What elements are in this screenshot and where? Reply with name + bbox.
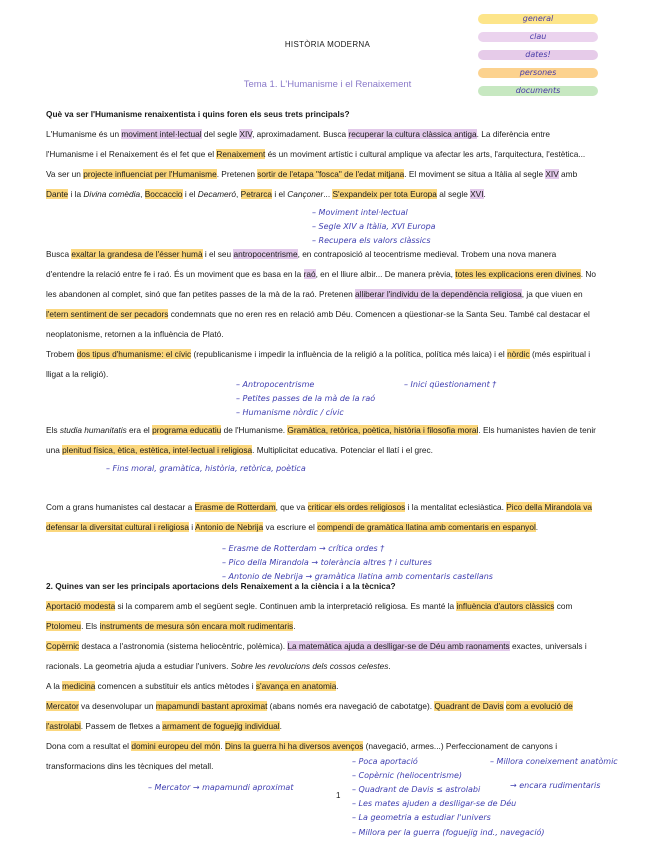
handwritten-note: – Segle XIV a Itàlia, XVI Europa: [312, 222, 436, 231]
handwritten-note: – Millora coneixement anatòmic: [490, 757, 618, 766]
handwritten-note: – Les mates ajuden a deslligar-se de Déu: [352, 799, 517, 808]
handwritten-note: – Antonio de Nebrija → gramàtica llatina amb comentaris castellans: [222, 572, 493, 581]
legend-chip-clau: clau: [478, 32, 598, 42]
section-3: [46, 420, 596, 460]
page-number: 1: [336, 791, 341, 800]
handwritten-note: – Erasme de Rotterdam → crítica ordes †: [222, 544, 385, 553]
legend-chip-general: general: [478, 14, 598, 24]
paragraph-2: Busca exaltar la grandesa de l'ésser humà i el seu antropocentrisme, en contraposició al teocentrisme medieval. Trobem una nova manera d'entendre la relació entre fe i raó. És un moviment que es basa en la raó, en el lliure albir... De manera prèvia, totes les explicacions eren divines. No les abandonen al complet, sinó que fan petites passes de la mà de la raó. Pretenen alliberar l'individu de la dependència religiosa, ja que viuen en l'etern sentiment de ser pecadors condemnats que no eren res en relació amb Déu. Comencen a qüestionar-se la Santa Seu. També cal destacar el neoplatonisme, retornen a la influència de Plató.: [46, 249, 596, 339]
color-legend: [478, 14, 598, 104]
paragraph-3: Trobem dos tipus d'humanisme: el cívic (republicanisme i impedir la influència de la religió a la política, política més laica) i el nòrdic (més espiritual i lligat a la religió).: [46, 349, 591, 379]
paragraph-8: A la medicina comencen a substituir els antics mètodes i s'avança en anatomia.: [46, 681, 339, 691]
document-title: HISTÒRIA MODERNA: [284, 40, 371, 49]
legend-chip-dates: dates!: [478, 50, 598, 60]
handwritten-note: – Humanisme nòrdic / cívic: [236, 408, 344, 417]
handwritten-note: – La geometria a estudiar l'univers: [352, 813, 491, 822]
paragraph-9: Mercator va desenvolupar un mapamundi bastant aproximat (abans només era navegació de cabotatge). Quadrant de Davis com a evolució de l'astrolabi. Passem de fletxes a armament de foguejig individual.: [46, 701, 573, 731]
handwritten-note: – Copèrnic (heliocentrisme): [352, 771, 463, 780]
paragraph-10: Dona com a resultat el domini europeu del món. Dins la guerra hi ha diversos avenços (navegació, armes...) Perfeccionament de canyons i transformacions dins les tècniques del metall.: [46, 741, 558, 771]
legend-chip-documents: documents: [478, 86, 598, 96]
legend-chip-persones: persones: [478, 68, 598, 78]
handwritten-note: – Millora per la guerra (foguejig ind., navegació): [352, 828, 545, 837]
section-4: [46, 497, 596, 537]
question-2: 2. Quines van ser les principals aportacions dels Renaixement a la ciència i a la tècnica?: [46, 581, 396, 591]
handwritten-note: – Inici qüestionament †: [404, 380, 497, 389]
handwritten-note: – Antropocentrisme: [236, 380, 315, 389]
handwritten-note: – Poca aportació: [352, 757, 418, 766]
paragraph-7: Copèrnic destaca a l'astronomia (sistema heliocèntric, polèmica). La matemàtica ajuda a deslligar-se de Déu amb raonaments exactes, universals i racionals. La geometria ajuda a estudiar l'univers. Sobre les revolucions dels cossos celestes.: [46, 641, 587, 671]
paragraph-1: L'Humanisme és un moviment intel·lectual del segle XIV, aproximadament. Busca recuperar la cultura clàssica antiga. La diferència entre l'Humanisme i el Renaixement és el fet que el Renaixement és un moviment artístic i cultural amplique va afectar les arts, l'arquitectura, l'estètica... Va ser un projecte influenciat per l'Humanisme. Pretenen sortir de l'etapa "fosca" de l'edat mitjana. El moviment se situa a Itàlia al segle XIV amb Dante i la Divina comèdia, Boccaccio i el Decameró, Petrarca i el Cançoner... S'expandeix per tota Europa al segle XVI.: [46, 129, 586, 199]
section-2: [46, 244, 596, 384]
handwritten-note: – Mercator → mapamundi aproximat: [148, 783, 294, 792]
handwritten-note: – Petites passes de la mà de la raó: [236, 394, 376, 403]
section-5: [46, 576, 596, 776]
section-1: [46, 104, 596, 204]
paragraph-4: Els studia humanitatis era el programa educatiu de l'Humanisme. Gramàtica, retòrica, poètica, història i filosofia moral. Els humanistes havien de tenir una plenitud física, ètica, estètica, intel·lectual i religiosa. Multiplicitat educativa. Potenciar el llatí i el grec.: [46, 425, 596, 455]
handwritten-note: – Quadrant de Davis ≤ astrolabi: [352, 785, 481, 794]
paragraph-6: Aportació modesta si la comparem amb el següent segle. Continuen amb la interpretació religiosa. Es manté la influència d'autors clàssics com Ptolomeu. Els instruments de mesura són encara molt rudimentaris.: [46, 601, 573, 631]
handwritten-note: – Recupera els valors clàssics: [312, 236, 431, 245]
question-1: Què va ser l'Humanisme renaixentista i quins foren els seus trets principals?: [46, 109, 350, 119]
document-subtitle: Tema 1. L'Humanisme i el Renaixement: [243, 79, 412, 90]
handwritten-note: – Fins moral, gramàtica, història, retòrica, poètica: [106, 464, 306, 473]
handwritten-note: – Pico della Mirandola → tolerància altres † i cultures: [222, 558, 432, 567]
handwritten-note: → encara rudimentaris: [510, 781, 601, 790]
paragraph-5: Com a grans humanistes cal destacar a Erasme de Rotterdam, que va criticar els ordes religiosos i la mentalitat eclesiàstica. Pico della Mirandola va defensar la diversitat cultural i religiosa i Antonio de Nebrija va escriure el compendi de gramàtica llatina amb comentaris en espanyol.: [46, 502, 593, 532]
handwritten-note: – Moviment intel·lectual: [312, 208, 408, 217]
